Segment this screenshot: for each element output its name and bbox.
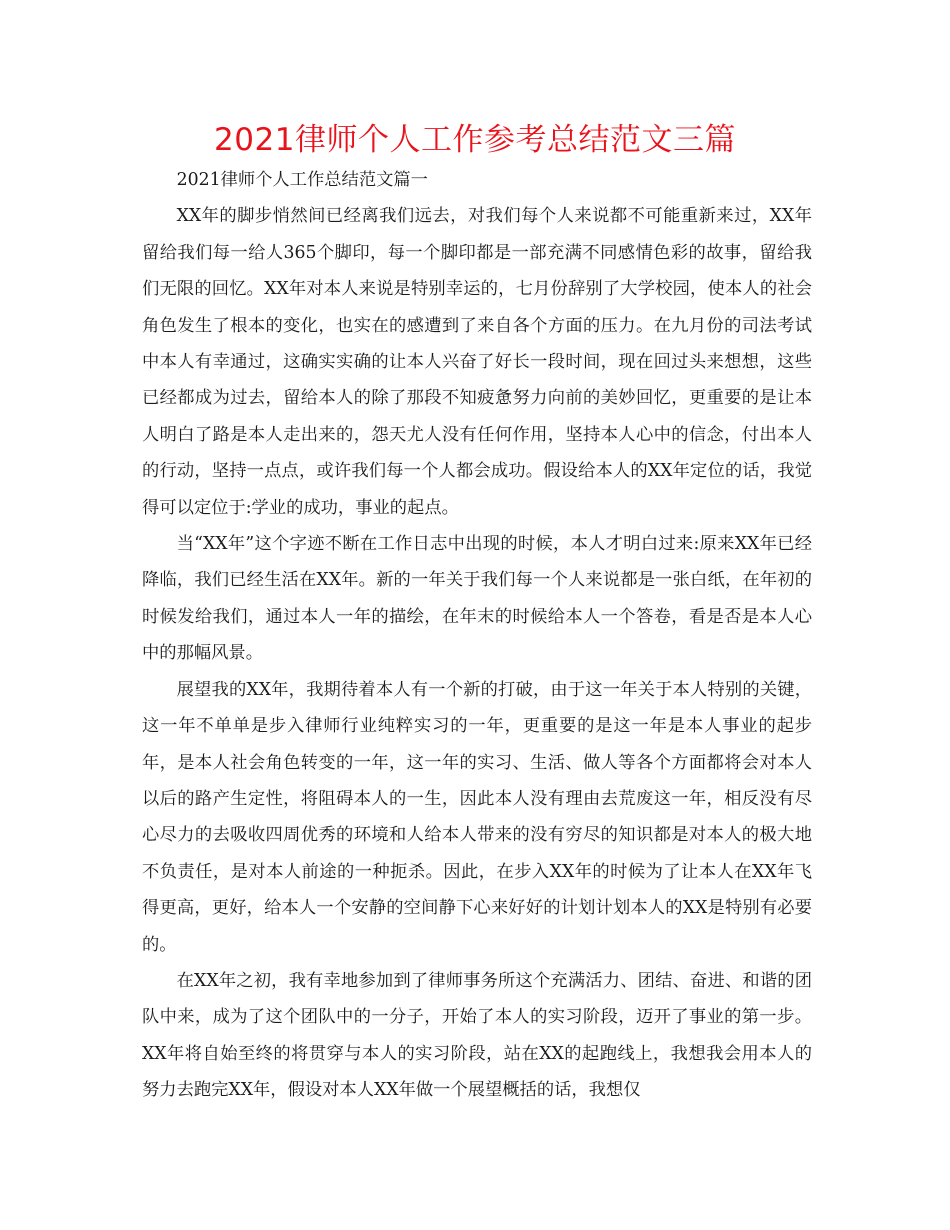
paragraph: 展望我的XX年，我期待着本人有一个新的打破，由于这一年关于本人特别的关键，这一年不单单是步入律师行业纯粹实习的一年，更重要的是这一年是本人事业的起步年，是本人社会角色转变的一年，这一年的实习、生活、做人等各个方面都将会对本人以后的路产生定性，将阻碍本人的一生，因此本人没有理由去荒废这一年，相反没有尽心尽力的去吸收四周优秀的环境和人给本人带来的没有穷尽的知识都是对本人的极大地不负责任，是对本人前途的一种扼杀。因此，在步入XX年的时候为了让本人在XX年飞得更高，更好，给本人一个安静的空间静下心来好好的计划计划本人的XX是特别有必要的。 <box>142 679 812 955</box>
document-title: 2021律师个人工作参考总结范文三篇 <box>214 122 736 158</box>
paragraph: 当“XX年”这个字迹不断在工作日志中出现的时候，本人才明白过来:原来XX年已经降临，我们已经生活在XX年。新的一年关于我们每一个人来说都是一张白纸，在年初的时候发给我们，通过本人一年的描绘，在年末的时候给本人一个答卷，看是否是本人心中的那幅风景。 <box>142 534 812 664</box>
section-heading: 2021律师个人工作总结范文篇一 <box>176 170 428 190</box>
paragraph: XX年的脚步悄然间已经离我们远去，对我们每个人来说都不可能重新来过，XX年留给我们每一给人365个脚印，每一个脚印都是一部充满不同感情色彩的故事，留给我们无限的回忆。XX年对本人来说是特别幸运的，七月份辞别了大学校园，使本人的社会角色发生了根本的变化，也实在的感遭到了来自各个方面的压力。在九月份的司法考试中本人有幸通过，这确实实确的让本人兴奋了好长一段时间，现在回过头来想想，这些已经都成为过去，留给本人的除了那段不知疲惫努力向前的美妙回忆，更重要的是让本人明白了路是本人走出来的，怨天尤人没有任何作用，坚持本人心中的信念，付出本人的行动，坚持一点点，或许我们每一个人都会成功。假设给本人的XX年定位的话，我觉得可以定位于:学业的成功，事业的起点。 <box>142 206 812 518</box>
paragraph: 在XX年之初，我有幸地参加到了律师事务所这个充满活力、团结、奋进、和谐的团队中来，成为了这个团队中的一分子，开始了本人的实习阶段，迈开了事业的第一步。XX年将自始至终的将贯穿与本人的实习阶段，站在XX的起跑线上，我想我会用本人的努力去跑完XX年，假设对本人XX年做一个展望概括的话，我想仅 <box>142 970 812 1101</box>
document-body <box>142 162 812 1109</box>
